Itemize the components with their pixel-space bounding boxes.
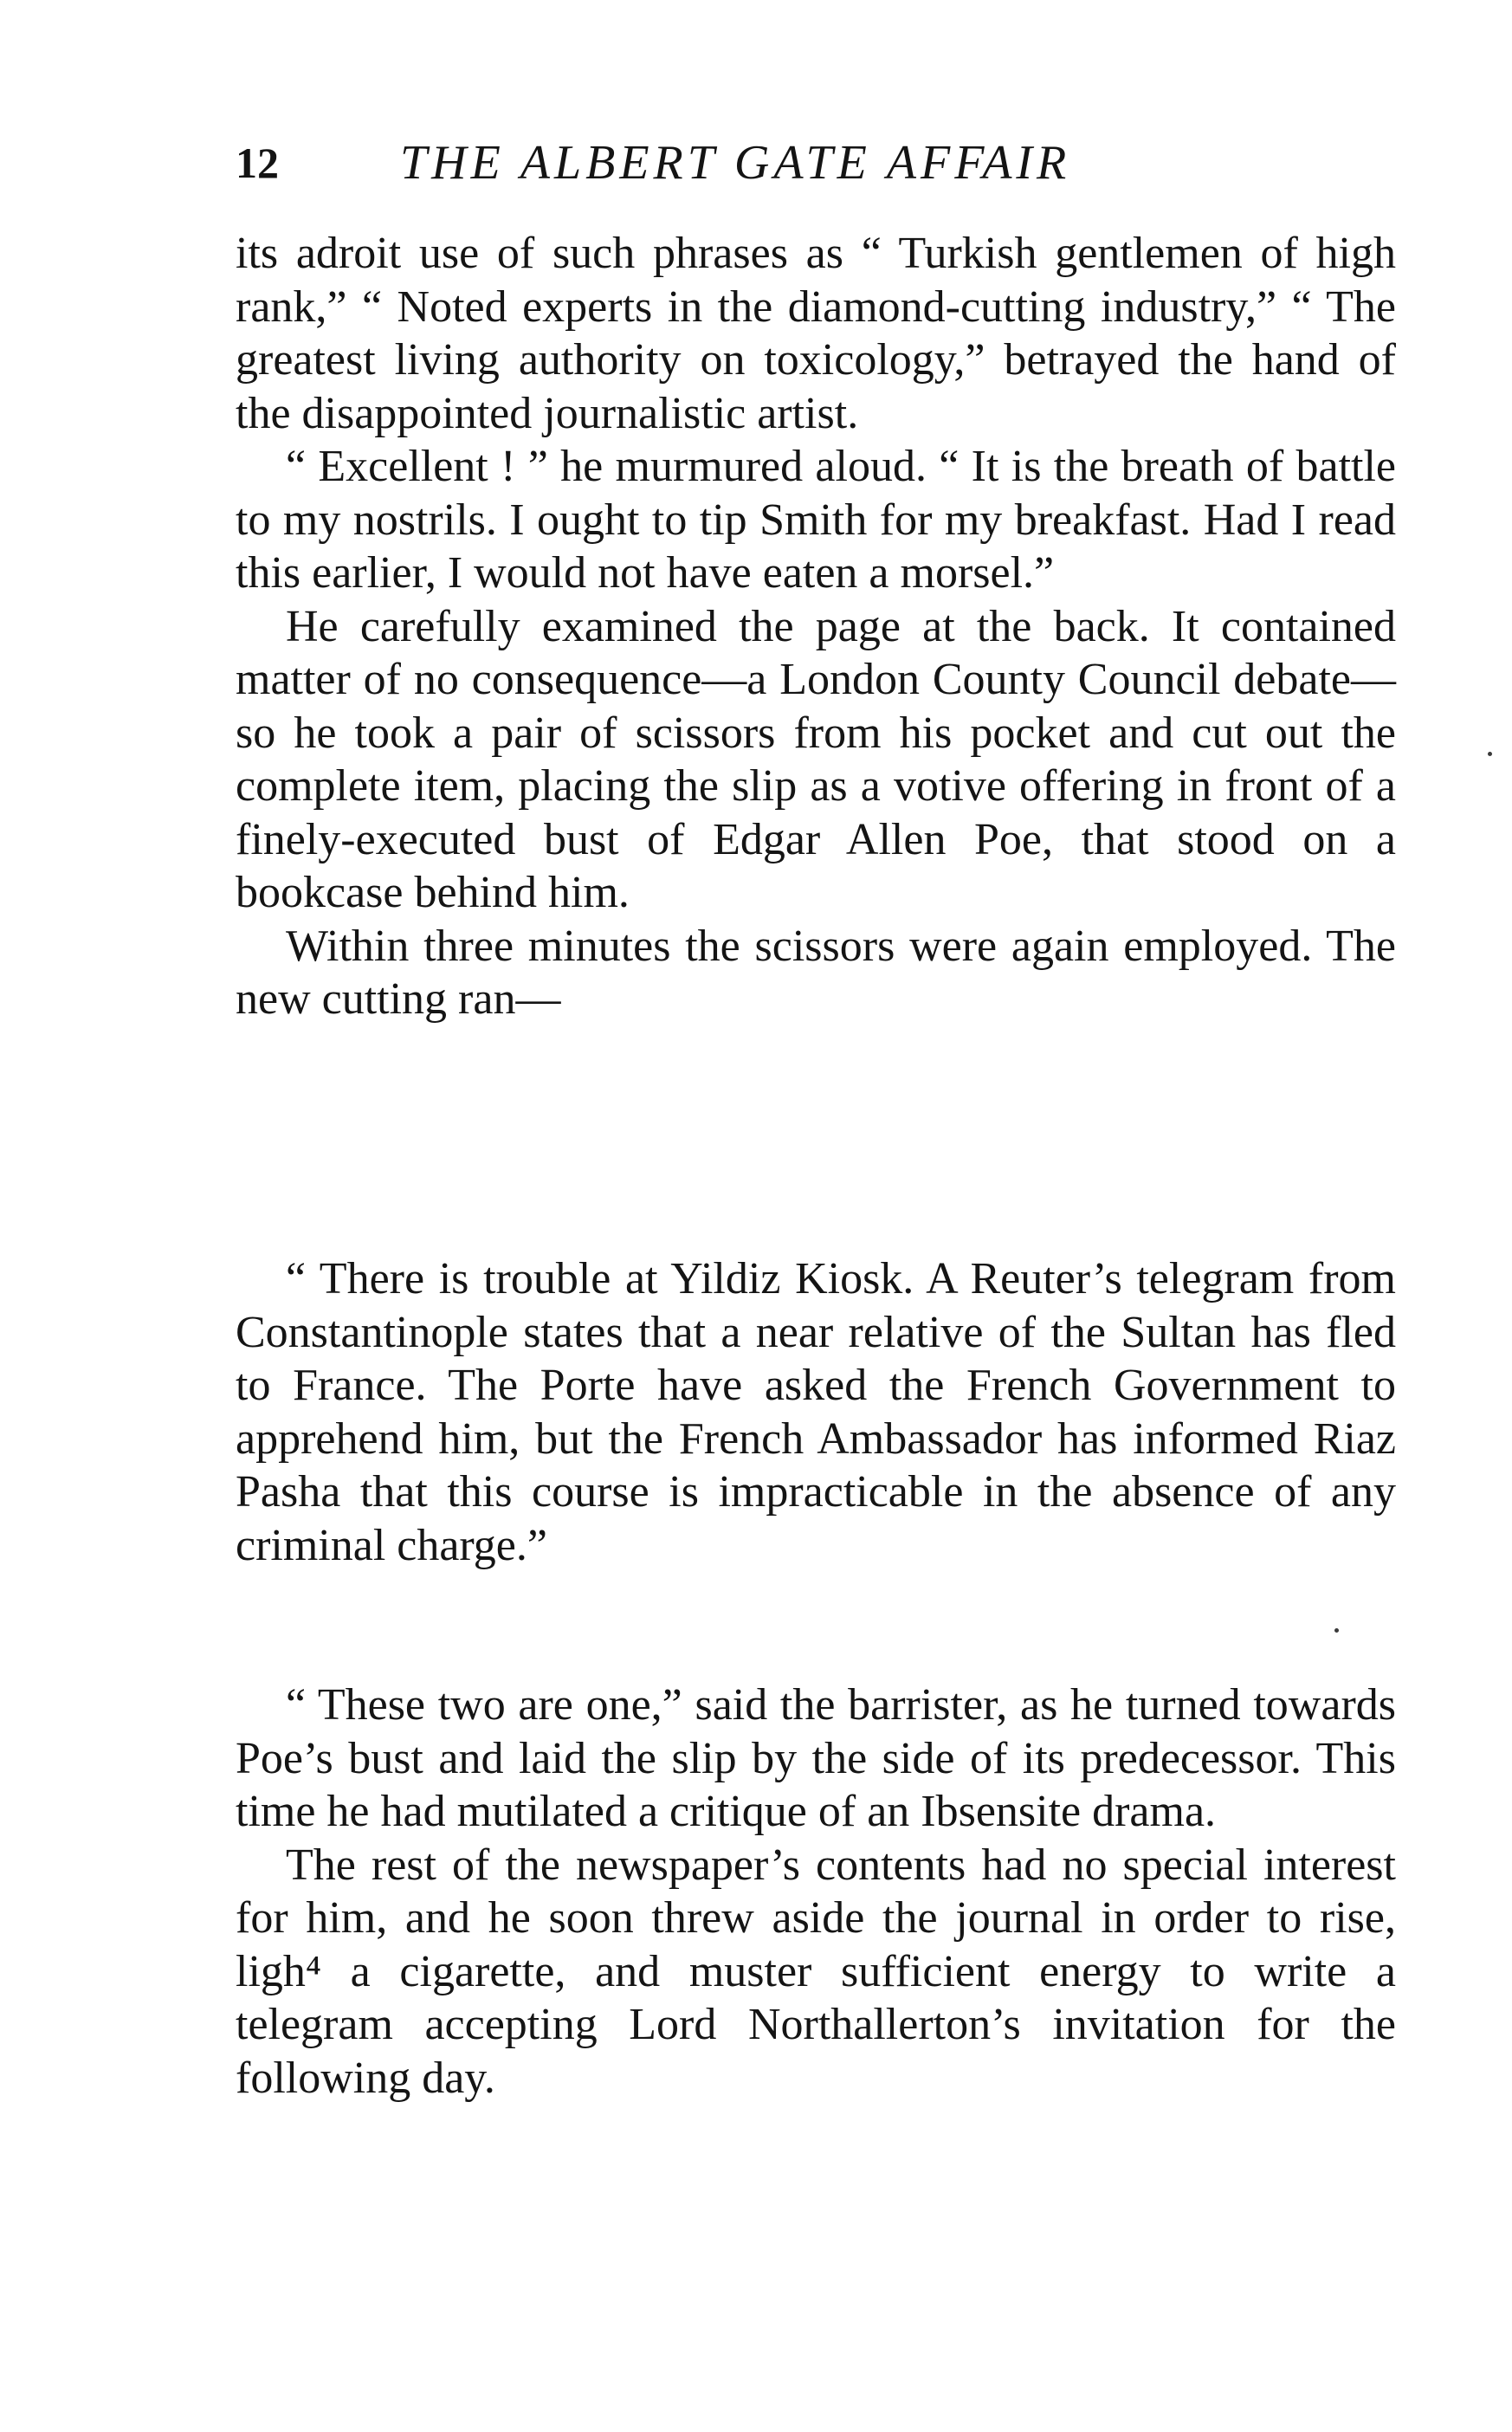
page-number: 12: [236, 139, 279, 187]
body-text-after-quote: [236, 1678, 1396, 2105]
print-speck: [1488, 752, 1492, 756]
quoted-cutting-text: “ There is trouble at Yildiz Kiosk. A Reuter’s telegram from Constantinople states that a near relative of the Sultan has fled to France. The Porte have asked the French Government to apprehend him, but the French Ambassador has informed Riaz Pasha that this course is impracticable in the absence of any criminal charge.”: [236, 1254, 1396, 1570]
body-text-before-quote: [236, 227, 1396, 1026]
paragraph-these-two: “ These two are one,” said the barrister, as he turned towards Poe’s bust and laid the slip by the side of its predecessor. This time he had mutilated a critique of an Ibsensite drama.: [236, 1680, 1396, 1836]
paragraph-scissors: He carefully examined the page at the back. It contained matter of no consequence—a London County Council debate—so he took a pair of scissors from his pocket and cut out the complete item, placing the slip as a votive offering in front of a finely-executed bust of Edgar Allen Poe, that stood on a bookcase behind him.: [236, 601, 1396, 917]
paragraph-rest-of-newspaper: The rest of the newspaper’s contents had no special interest for him, and he soon threw aside the journal in order to rise, ligh⁴ a cigarette, and muster sufficient energy to write a telegram accepting Lord Northallerton’s invitation for the following day.: [236, 1840, 1396, 2103]
paragraph-new-cutting: Within three minutes the scissors were again employed. The new cutting ran—: [236, 921, 1396, 1024]
paragraph-excellent: “ Excellent ! ” he murmured aloud. “ It is the breath of battle to my nostrils. I ought to tip Smith for my breakfast. Had I read this earlier, I would not have eaten a morsel.”: [236, 442, 1396, 598]
paragraph-continuation: its adroit use of such phrases as “ Turkish gentlemen of high rank,” “ Noted experts in the diamond-cutting industry,” “ The greatest living authority on toxicology,” betrayed the hand of the disappointed journalistic artist.: [236, 229, 1396, 438]
quoted-cutting: [236, 1252, 1396, 1572]
running-title: THE ALBERT GATE AFFAIR: [400, 136, 1071, 190]
running-head: [236, 128, 1396, 197]
print-speck: [1334, 1628, 1339, 1633]
